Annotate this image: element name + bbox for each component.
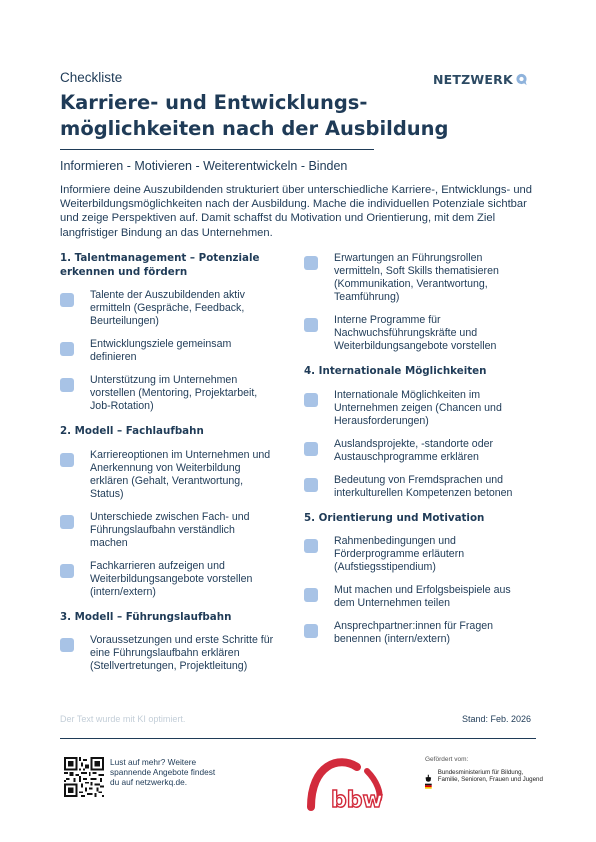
title-line-1: Karriere- und Entwicklungs- — [60, 91, 368, 114]
checkbox-icon[interactable] — [60, 293, 74, 307]
checkbox-icon[interactable] — [304, 442, 318, 456]
chat-bubble-icon — [515, 73, 528, 86]
checkbox-icon[interactable] — [304, 539, 318, 553]
netzwerk-logo — [433, 72, 528, 87]
checklist-item — [60, 634, 275, 673]
checklist-item-label: Fachkarrieren aufzeigen und Weiterbildungsangebote vorstellen (intern/extern) — [90, 559, 253, 598]
sponsor-block — [425, 756, 545, 795]
more-offers-text: Lust auf mehr? Weitere spannende Angebote findest du auf netzwerkq.de. — [110, 757, 216, 788]
footer-divider — [60, 738, 536, 739]
checklist-item-label: Erwartungen an Führungsrollen vermitteln, Soft Skills thematisieren (Kommunikation, Verantwortung, Teamführung) — [334, 252, 499, 303]
checklist-item — [304, 252, 519, 304]
section-heading-orientierung: 5. Orientierung und Motivation — [304, 511, 485, 524]
document-subtitle: Informieren - Motivieren - Weiterentwickeln - Binden — [60, 159, 348, 173]
federal-eagle-icon — [425, 769, 432, 795]
checklist-item-label: Rahmenbedingungen und Förderprogramme erläutern (Aufstiegsstipendium) — [334, 535, 465, 573]
checklist-item — [60, 289, 275, 328]
checklist-item — [60, 560, 275, 599]
section-heading-fuehrungslaufbahn: 3. Modell – Führungslaufbahn — [60, 610, 232, 623]
checklist-item-label: Unterstützung im Unternehmen vorstellen (Mentoring, Projektarbeit, Job-Rotation) — [90, 374, 258, 412]
checklist-item-label: Karriereoptionen im Unternehmen und Anerkennung von Weiterbildung erklären (Gehalt, Verantwortung, Status) — [90, 448, 271, 500]
checklist-item — [60, 338, 275, 364]
checklist-item-label: Ansprechpartner:innen für Fragen benennen (intern/extern) — [334, 620, 493, 645]
checkbox-icon[interactable] — [60, 638, 74, 652]
checklist-item — [304, 584, 519, 610]
checkbox-icon[interactable] — [304, 256, 318, 270]
checklist-item — [304, 535, 519, 574]
version-date: Stand: Feb. 2026 — [462, 714, 532, 724]
right-column — [304, 252, 519, 646]
intro-paragraph: Informiere deine Auszubildenden strukturiert über unterschiedliche Karriere-, Entwicklungs- und Weiterbildungsmöglichkeiten nach der Ausbildung. Mache die individuellen Potenziale sichtbar und zeige Perspektiven auf. Damit schaffst du Motivation und Orientierung, mit dem Ziel langfristiger Bindung an das Unternehmen. — [60, 184, 532, 239]
checklist-item — [304, 314, 519, 353]
checklist-item-label: Unterschiede zwischen Fach- und Führungslaufbahn verständlich machen — [90, 510, 250, 549]
checklist-item — [304, 389, 519, 428]
checklist-item-label: Voraussetzungen und erste Schritte für eine Führungslaufbahn erklären (Stellvertretungen, Projektleitung) — [90, 634, 274, 672]
section-heading-fachlaufbahn: 2. Modell – Fachlaufbahn — [60, 425, 204, 437]
checklist-item-label: Mut machen und Erfolgsbeispiele aus dem Unternehmen teilen — [334, 584, 511, 609]
checklist-item — [304, 474, 519, 500]
section-heading-international: 4. Internationale Möglichkeiten — [304, 365, 487, 377]
checkbox-icon[interactable] — [304, 588, 318, 602]
title-divider — [60, 149, 374, 150]
ministry-name: Bundesministerium für Bildung, Familie, Senioren, Frauen und Jugend — [437, 769, 543, 784]
qr-code-icon[interactable] — [64, 757, 104, 797]
checkbox-icon[interactable] — [60, 453, 74, 467]
checklist-item-label: Bedeutung von Fremdsprachen und interkulturellen Kompetenzen betonen — [334, 473, 513, 499]
checklist-item — [60, 511, 275, 550]
document-title — [60, 90, 540, 142]
checklist-item-label: Internationale Möglichkeiten im Unternehmen zeigen (Chancen und Herausforderungen) — [334, 388, 502, 427]
title-line-2: möglichkeiten nach der Ausbildung — [60, 117, 449, 140]
checklist-item — [60, 374, 275, 413]
netzwerk-logo-text: NETZWERK — [433, 72, 513, 87]
left-column — [60, 252, 275, 673]
checklist-item-label: Entwicklungsziele gemeinsam definieren — [90, 338, 232, 363]
checkbox-icon[interactable] — [60, 378, 74, 392]
bbw-logo — [305, 757, 391, 813]
document-kicker: Checkliste — [60, 70, 123, 85]
bbw-logo-text: bbw — [331, 788, 383, 813]
checklist-item — [304, 620, 519, 646]
checklist-item-label: Auslandsprojekte, -standorte oder Austauschprogramme erklären — [334, 437, 493, 463]
checkbox-icon[interactable] — [60, 342, 74, 356]
section-heading-talentmanagement: 1. Talentmanagement – Potenziale erkennen und fördern — [60, 252, 260, 278]
ministry-logo — [425, 769, 545, 795]
checkbox-icon[interactable] — [60, 515, 74, 529]
sponsor-label: Gefördert vom: — [425, 756, 469, 763]
checklist-item-label: Talente der Auszubildenden aktiv ermitteln (Gespräche, Feedback, Beurteilungen) — [90, 289, 245, 327]
checklist-item-label: Interne Programme für Nachwuchsführungskräfte und Weiterbildungsangebote vorstellen — [334, 314, 497, 352]
checkbox-icon[interactable] — [304, 624, 318, 638]
checkbox-icon[interactable] — [304, 318, 318, 332]
ai-note: Der Text wurde mit KI optimiert. — [60, 714, 186, 724]
checklist-item — [304, 438, 519, 464]
checkbox-icon[interactable] — [304, 478, 318, 492]
checkbox-icon[interactable] — [304, 393, 318, 407]
checkbox-icon[interactable] — [60, 564, 74, 578]
checklist-item — [60, 449, 275, 501]
